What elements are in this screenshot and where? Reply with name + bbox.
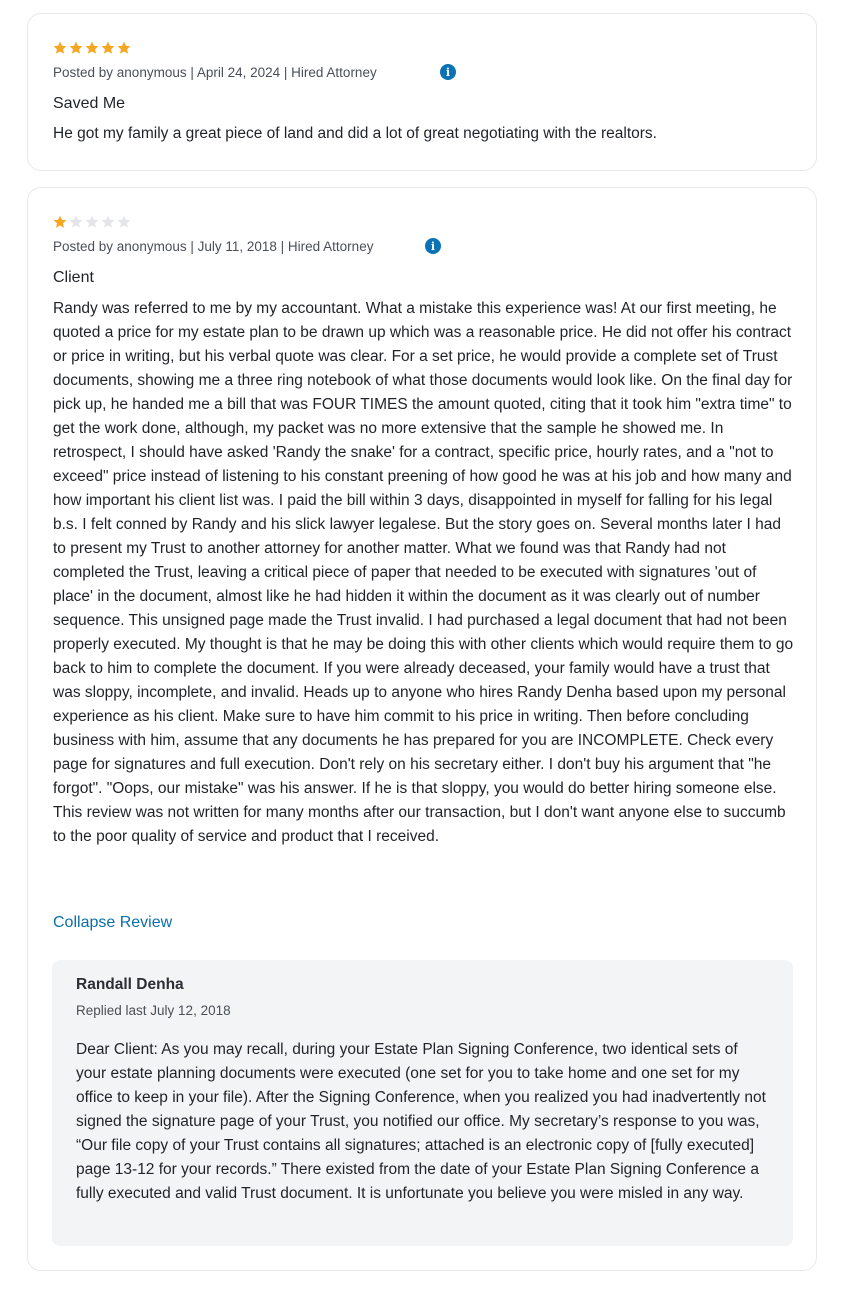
review-title: Client xyxy=(53,269,94,286)
review-card xyxy=(27,13,817,171)
star-filled-icon xyxy=(69,41,83,55)
star-filled-icon xyxy=(117,41,131,55)
reply-body: Dear Client: As you may recall, during your Estate Plan Signing Conference, two identical sets of your estate planning documents were executed (one set for you to take home and one set for my office to keep in your file). After the Signing Conference, when you realized you had inadvertently not signed the signature page of your Trust, you notified our office. My secretary’s response to you was, “Our file copy of your Trust contains all signatures; attached is an electronic copy of [fully executed] page 13-12 for your records.” There existed from the date of your Estate Plan Signing Conference a fully executed and valid Trust document. It is unfortunate you believe you were misled in any way. xyxy=(76,1041,766,1202)
reply-author: Randall Denha xyxy=(76,976,184,993)
review-card xyxy=(27,187,817,1271)
star-empty-icon xyxy=(101,215,115,229)
star-filled-icon xyxy=(85,41,99,55)
info-icon[interactable]: i xyxy=(440,64,456,80)
attorney-reply xyxy=(52,960,793,1246)
star-empty-icon xyxy=(117,215,131,229)
review-body: He got my family a great piece of land and did a lot of great negotiating with the realtors. xyxy=(53,125,657,142)
review-meta: Posted by anonymous | April 24, 2024 | Hired Attorney xyxy=(53,65,377,80)
review-body: Randy was referred to me by my accountant. What a mistake this experience was! At our first meeting, he quoted a price for my estate plan to be drawn up which was a reasonable price. He did not offer his contract or price in writing, but his verbal quote was clear. For a set price, he would provide a complete set of Trust documents, showing me a three ring notebook of what those documents would look like. On the final day for pick up, he handed me a bill that was FOUR TIMES the amount quoted, citing that it took him "extra time" to get the work done, although, my packet was no more extensive that the sample he showed me. In retrospect, I should have asked 'Randy the snake' for a contract, specific price, hourly rates, and a "not to exceed" price instead of listening to his constant preening of how good he was at his job and how many and how important his client list was. I paid the bill within 3 days, disappointed in myself for falling for his legal b.s. I felt conned by Randy and his slick lawyer legalese. But the story goes on. Several months later I had to present my Trust to another attorney for another matter. What we found was that Randy had not completed the Trust, leaving a critical piece of paper that needed to be executed with signatures 'out of place' in the document, almost like he had hidden it within the document as it was clearly out of number sequence. This unsigned page made the Trust invalid. I had purchased a legal document that had not been properly executed. My thought is that he may be doing this with other clients which would require them to go back to him to complete the document. If you were already deceased, your family would have a trust that was sloppy, incomplete, and invalid. Heads up to anyone who hires Randy Denha based upon my personal experience as his client. Make sure to have him commit to his price in writing. Then before concluding business with him, assume that any documents he has prepared for you are INCOMPLETE. Check every page for signatures and full execution. Don't rely on his secretary either. I don't buy his argument that "he forgot". "Oops, our mistake" was his answer. If he is that sloppy, you would do better hiring someone else. This review was not written for many months after our transaction, but I don't want anyone else to succumb to the poor quality of service and product that I received. xyxy=(53,300,794,845)
review-title: Saved Me xyxy=(53,95,126,112)
star-empty-icon xyxy=(85,215,99,229)
info-icon[interactable]: i xyxy=(425,238,441,254)
star-empty-icon xyxy=(69,215,83,229)
star-filled-icon xyxy=(53,41,67,55)
star-filled-icon xyxy=(101,41,115,55)
collapse-review-link[interactable]: Collapse Review xyxy=(53,914,173,931)
star-filled-icon xyxy=(53,215,67,229)
review-meta: Posted by anonymous | July 11, 2018 | Hired Attorney xyxy=(53,239,374,254)
star-rating xyxy=(53,215,131,229)
reply-date: Replied last July 12, 2018 xyxy=(76,1003,231,1018)
star-rating xyxy=(53,41,131,55)
